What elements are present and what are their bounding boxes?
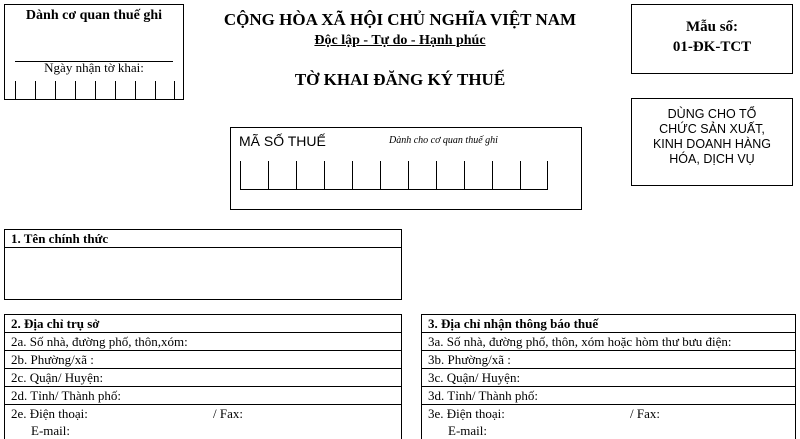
receiving-office-box xyxy=(4,4,184,100)
notice-district-field[interactable]: 3c. Quận/ Huyện: xyxy=(422,369,795,387)
notice-email-label[interactable]: E-mail: xyxy=(448,423,487,438)
notice-province-field[interactable]: 3d. Tỉnh/ Thành phố: xyxy=(422,387,795,405)
national-motto xyxy=(200,33,600,49)
notice-phone-field[interactable] xyxy=(422,405,795,423)
national-motto-text: Độc lập - Tự do - Hạnh phúc xyxy=(314,33,486,48)
tax-code-label: MÃ SỐ THUẾ xyxy=(239,133,326,149)
head-office-street-field[interactable]: 2a. Số nhà, đường phố, thôn,xóm: xyxy=(5,333,401,351)
tax-code-note: Dành cho cơ quan thuế ghi xyxy=(389,135,498,146)
tax-code-box xyxy=(230,127,582,210)
notice-ward-field[interactable]: 3b. Phường/xã : xyxy=(422,351,795,369)
official-name-field[interactable] xyxy=(5,248,401,300)
receiving-office-title: Dành cơ quan thuế ghi xyxy=(25,8,163,23)
section-2-heading: 2. Địa chỉ trụ sở xyxy=(5,315,401,333)
form-code-label: Mẫu số: xyxy=(685,19,739,35)
section-official-name xyxy=(4,229,402,300)
form-title: TỜ KHAI ĐĂNG KÝ THUẾ xyxy=(294,70,506,89)
organization-type-box xyxy=(631,98,793,186)
form-code-value: 01-ĐK-TCT xyxy=(672,39,752,55)
section-head-office-address xyxy=(4,314,402,439)
org-type-line: HÓA, DỊCH VỤ xyxy=(669,152,755,166)
tax-code-cells[interactable] xyxy=(240,161,548,190)
head-office-district-field[interactable]: 2c. Quận/ Huyện: xyxy=(5,369,401,387)
notice-fax-label: / Fax: xyxy=(630,406,660,421)
receipt-date-cells[interactable] xyxy=(15,81,175,99)
head-office-phone-label: 2e. Điện thoại: xyxy=(11,406,88,421)
head-office-fax-label: / Fax: xyxy=(213,406,243,421)
notice-phone-label: 3e. Điện thoại: xyxy=(428,406,505,421)
org-type-line: CHỨC SẢN XUẤT, xyxy=(659,122,765,136)
head-office-ward-field[interactable]: 2b. Phường/xã : xyxy=(5,351,401,369)
org-type-line: DÙNG CHO TỔ xyxy=(667,107,757,121)
country-name: CỘNG HÒA XÃ HỘI CHỦ NGHĨA VIỆT NAM xyxy=(223,10,577,29)
section-1-heading: 1. Tên chính thức xyxy=(5,230,401,248)
receipt-date-label: Ngày nhận tờ khai: xyxy=(44,60,144,75)
org-type-line: KINH DOANH HÀNG xyxy=(652,137,772,151)
head-office-email-label[interactable]: E-mail: xyxy=(31,423,70,438)
section-tax-notice-address xyxy=(421,314,796,439)
head-office-phone-field[interactable] xyxy=(5,405,401,423)
section-3-heading: 3. Địa chỉ nhận thông báo thuế xyxy=(422,315,795,333)
form-code-box xyxy=(631,4,793,74)
head-office-province-field[interactable]: 2d. Tỉnh/ Thành phố: xyxy=(5,387,401,405)
notice-street-field[interactable]: 3a. Số nhà, đường phố, thôn, xóm hoặc hòm thư bưu điện: xyxy=(422,333,795,351)
